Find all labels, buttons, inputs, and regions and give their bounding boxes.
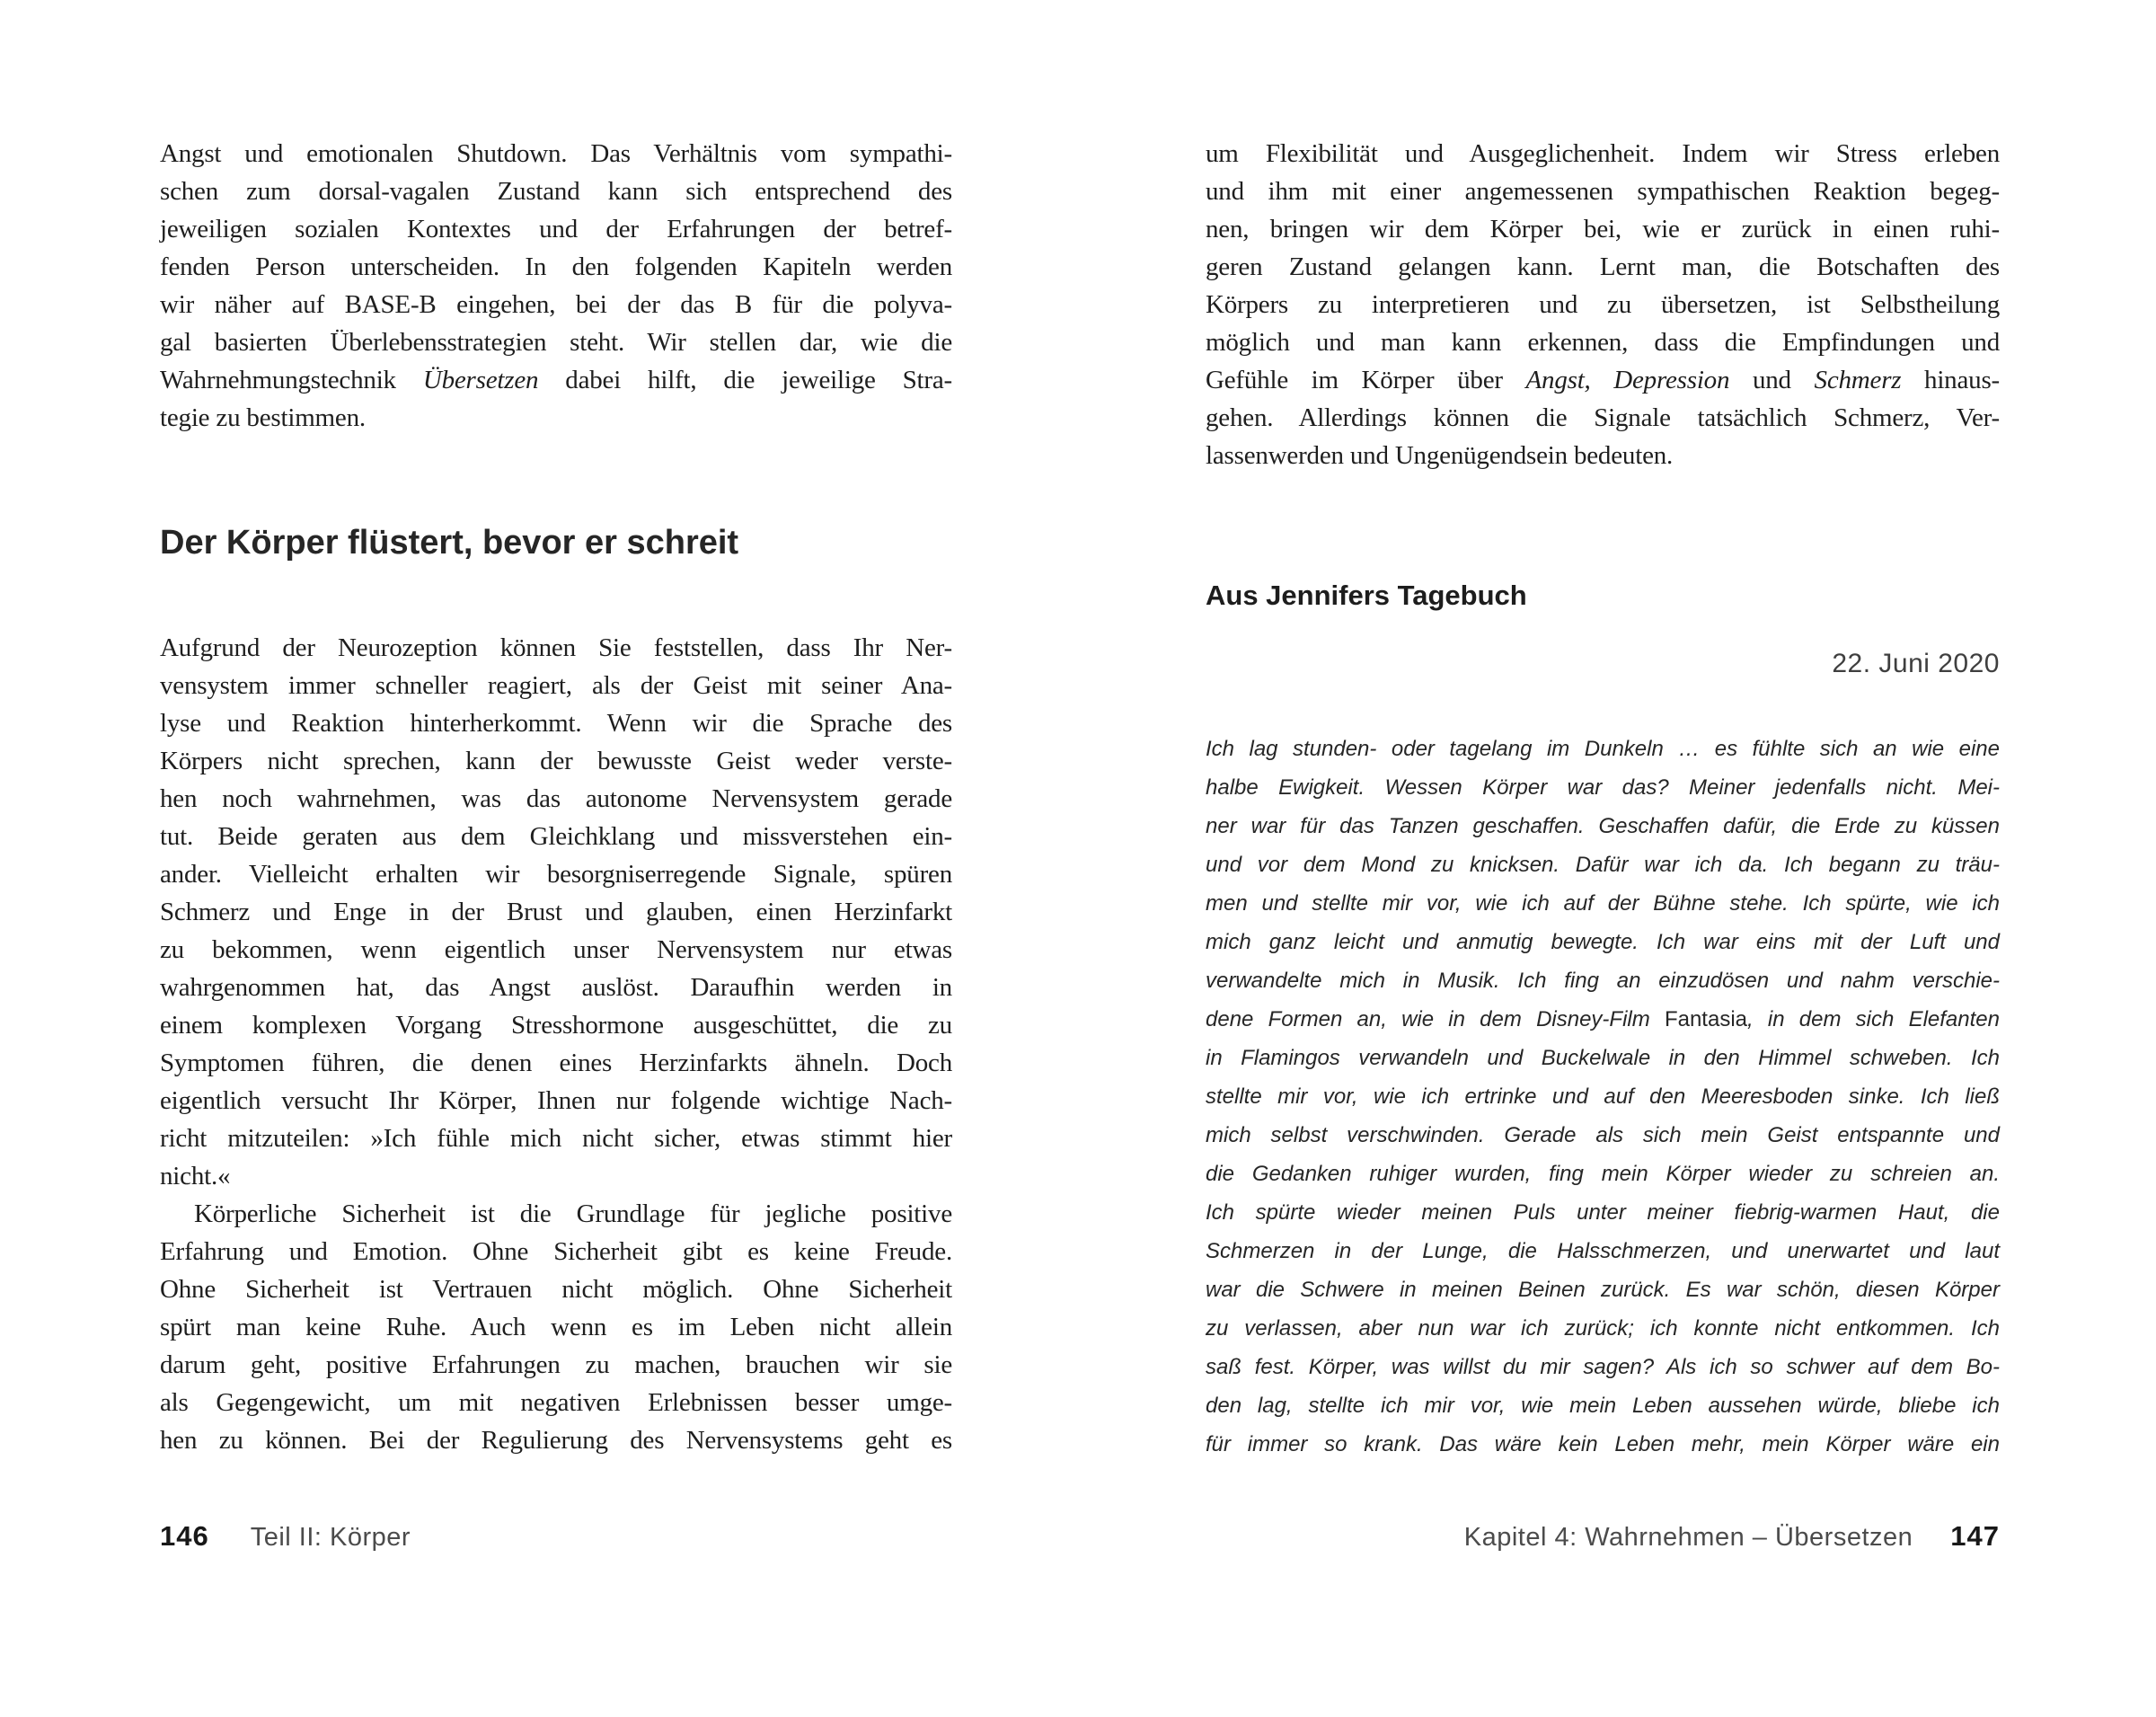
text-line: spürt man keine Ruhe. Auch wenn es im Leben nicht allein [160, 1313, 952, 1341]
text-line: Körpers zu interpretieren und zu übersetzen, ist Selbstheilung [1206, 290, 2000, 319]
section-label: Teil II: Körper [250, 1523, 411, 1552]
text-line: Symptomen führen, die denen eines Herzinfarkts ähneln. Doch [160, 1049, 952, 1077]
text-line: Körpers nicht sprechen, kann der bewusste Geist weder verste- [160, 747, 952, 775]
text-line: und vor dem Mond zu knicksen. Dafür war ich da. Ich begann zu träu- [1206, 853, 2000, 877]
text-line: Schmerzen in der Lunge, die Halsschmerzen, und unerwartet und laut [1206, 1239, 2000, 1263]
text-line: Körperliche Sicherheit ist die Grundlage für jegliche positive [194, 1199, 952, 1228]
text-line: tut. Beide geraten aus dem Gleichklang und missverstehen ein- [160, 822, 952, 851]
text-line: halbe Ewigkeit. Wessen Körper war das? Meiner jedenfalls nicht. Mei- [1206, 775, 2000, 800]
body-text-block [160, 629, 952, 1459]
text-line: für immer so krank. Das wäre kein Leben mehr, mein Körper wäre ein [1206, 1432, 2000, 1456]
text-line: Ohne Sicherheit ist Vertrauen nicht möglich. Ohne Sicherheit [160, 1275, 952, 1304]
text-line: ander. Vielleicht erhalten wir besorgniserregende Signale, spüren [160, 860, 952, 889]
left-page [160, 0, 952, 1717]
text-line: stellte mir vor, wie ich ertrinke und auf den Meeresboden sinke. Ich ließ [1206, 1084, 2000, 1109]
text-line: mich selbst verschwinden. Gerade als sich mein Geist entspannte und [1206, 1123, 2000, 1147]
body-paragraph [160, 135, 952, 437]
text-line: Wahrnehmungstechnik Übersetzen dabei hilft, die jeweilige Stra- [160, 366, 952, 394]
text-line: gal basierten Überlebensstrategien steht. Wir stellen dar, wie die [160, 328, 952, 357]
text-line: möglich und man kann erkennen, dass die Empfindungen und [1206, 328, 2000, 357]
text-line: richt mitzuteilen: »Ich fühle mich nicht sicher, etwas stimmt hier [160, 1124, 952, 1153]
text-line: Gefühle im Körper über Angst, Depression und Schmerz hinaus- [1206, 366, 2001, 394]
text-line: schen zum dorsal-vagalen Zustand kann sich entsprechend des [160, 177, 952, 206]
text-line: und ihm mit einer angemessenen sympathischen Reaktion begeg- [1206, 177, 2000, 206]
text-line: dene Formen an, wie in dem Disney-Film Fantasia, in dem sich Elefanten [1206, 1007, 2000, 1031]
diary-entry [1206, 730, 2000, 1464]
text-line: die Gedanken ruhiger wurden, fing mein Körper wieder zu schreien an. [1206, 1162, 2000, 1186]
text-line: vensystem immer schneller reagiert, als der Geist mit seiner Ana- [160, 671, 952, 700]
text-line: darum geht, positive Erfahrungen zu machen, brauchen wir sie [160, 1350, 952, 1379]
text-line: Ich spürte wieder meinen Puls unter meiner fiebrig-warmen Haut, die [1206, 1200, 2000, 1225]
diary-heading: Aus Jennifers Tagebuch [1206, 580, 1527, 611]
text-line: war die Schwere in meinen Beinen zurück. Es war schön, diesen Körper [1206, 1278, 2000, 1302]
page-footer [160, 1520, 952, 1553]
page-number: 146 [160, 1520, 209, 1552]
text-line: Angst und emotionalen Shutdown. Das Verhältnis vom sympathi- [160, 139, 952, 168]
right-page [1206, 0, 2000, 1717]
text-line: gehen. Allerdings können die Signale tatsächlich Schmerz, Ver- [1206, 403, 2000, 432]
diary-date: 22. Juni 2020 [1832, 649, 2000, 678]
text-line: Aufgrund der Neurozeption können Sie feststellen, dass Ihr Ner- [160, 633, 952, 662]
section-heading: Der Körper flüstert, bevor er schreit [160, 524, 739, 562]
text-line: Ich lag stunden- oder tagelang im Dunkeln … es fühlte sich an wie eine [1206, 737, 2000, 761]
text-line: geren Zustand gelangen kann. Lernt man, die Botschaften des [1206, 252, 2000, 281]
text-line: Erfahrung und Emotion. Ohne Sicherheit gibt es keine Freude. [160, 1237, 952, 1266]
text-line: verwandelte mich in Musik. Ich fing an einzudösen und nahm verschie- [1206, 969, 2000, 993]
text-line: lassenwerden und Ungenügendsein bedeuten. [1206, 441, 1674, 470]
text-line: lyse und Reaktion hinterherkommt. Wenn wir die Sprache des [160, 709, 952, 738]
text-line: zu verlassen, aber nun war ich zurück; ich konnte nicht entkommen. Ich [1206, 1316, 2000, 1341]
text-line: fenden Person unterscheiden. In den folgenden Kapiteln werden [160, 252, 952, 281]
text-line: ner war für das Tanzen geschaffen. Geschaffen dafür, die Erde zu küssen [1206, 814, 2000, 838]
page-footer [1206, 1520, 2000, 1553]
page-number: 147 [1950, 1520, 2000, 1552]
text-line: einem komplexen Vorgang Stresshormone ausgeschüttet, die zu [160, 1011, 952, 1040]
text-line: nicht.« [160, 1162, 231, 1190]
text-line: mich ganz leicht und anmutig bewegte. Ich war eins mit der Luft und [1206, 930, 2000, 954]
body-paragraph [160, 1195, 952, 1459]
text-line: den lag, stellte ich mir vor, wie mein Leben aussehen würde, bliebe ich [1206, 1394, 2000, 1418]
text-line: nen, bringen wir dem Körper bei, wie er zurück in einen ruhi- [1206, 215, 2000, 243]
text-line: jeweiligen sozialen Kontextes und der Erfahrungen der betref- [160, 215, 952, 243]
text-line: hen noch wahrnehmen, was das autonome Nervensystem gerade [160, 784, 952, 813]
text-line: Schmerz und Enge in der Brust und glauben, einen Herzinfarkt [160, 898, 952, 926]
text-line: tegie zu bestimmen. [160, 403, 366, 432]
text-line: saß fest. Körper, was willst du mir sagen? Als ich so schwer auf dem Bo- [1206, 1355, 2000, 1379]
body-paragraph [1206, 135, 2000, 474]
text-line: in Flamingos verwandeln und Buckelwale in den Himmel schweben. Ich [1206, 1046, 2000, 1070]
text-line: men und stellte mir vor, wie ich auf der Bühne stehe. Ich spürte, wie ich [1206, 891, 2000, 916]
text-line: hen zu können. Bei der Regulierung des Nervensystems geht es [160, 1426, 952, 1455]
chapter-label: Kapitel 4: Wahrnehmen – Übersetzen [1463, 1523, 1913, 1552]
text-line: eigentlich versucht Ihr Körper, Ihnen nur folgende wichtige Nach- [160, 1086, 952, 1115]
body-paragraph [160, 629, 952, 1195]
text-line: um Flexibilität und Ausgeglichenheit. Indem wir Stress erleben [1206, 139, 2000, 168]
text-line: als Gegengewicht, um mit negativen Erlebnissen besser umge- [160, 1388, 952, 1417]
text-line: wir näher auf BASE-B eingehen, bei der das B für die polyva- [160, 290, 952, 319]
text-line: zu bekommen, wenn eigentlich unser Nervensystem nur etwas [160, 935, 952, 964]
text-line: wahrgenommen hat, das Angst auslöst. Daraufhin werden in [160, 973, 952, 1002]
